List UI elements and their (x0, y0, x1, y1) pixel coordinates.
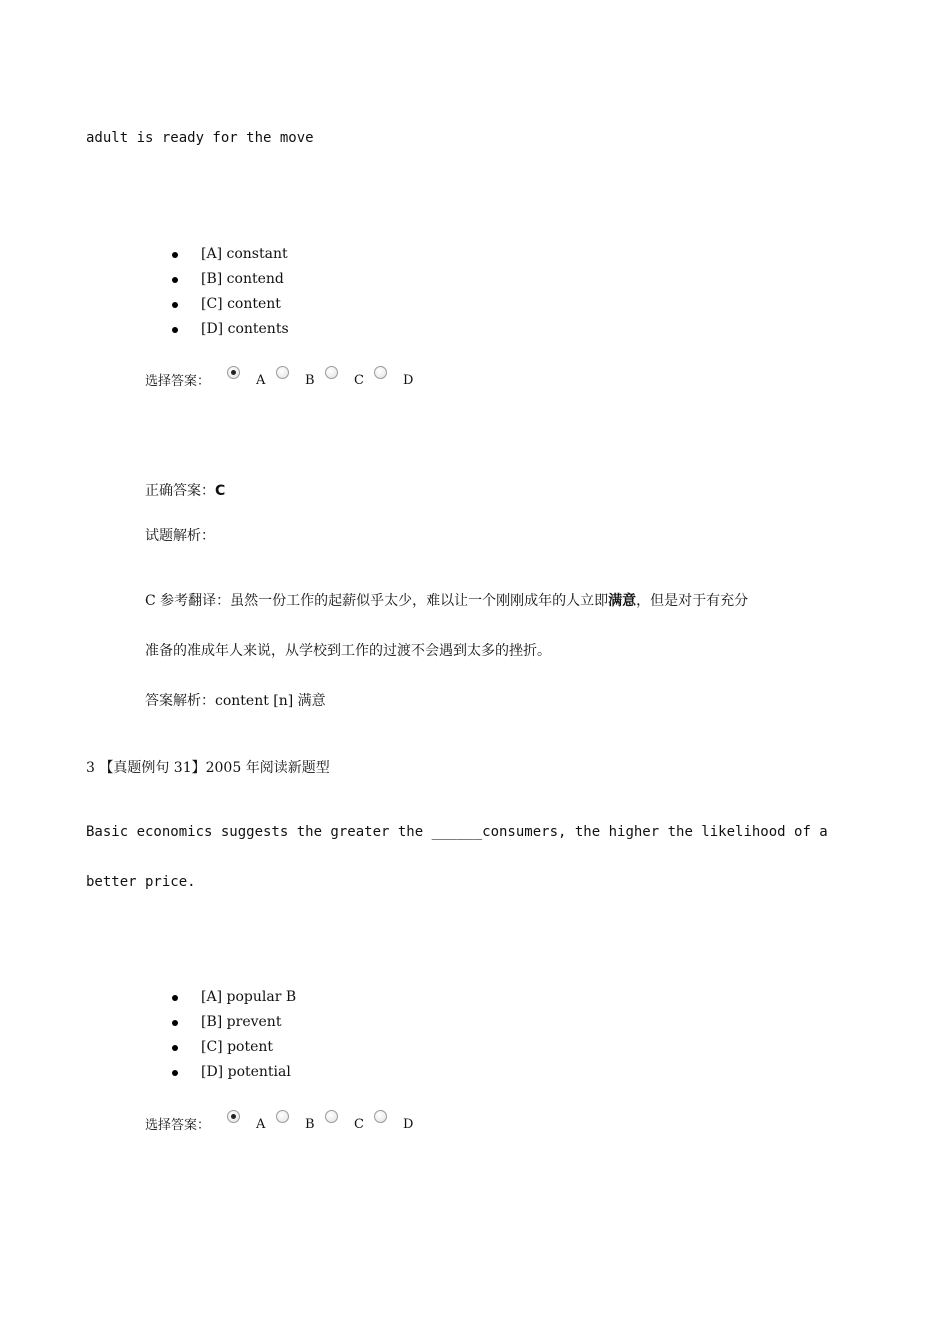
radio-d[interactable] (374, 366, 387, 379)
radio-a[interactable] (227, 366, 240, 379)
radio-b-label: B (305, 373, 315, 388)
answer-explanation: 答案解析：content [n] 满意 (145, 693, 326, 709)
radio-c[interactable] (325, 1110, 338, 1123)
radio-b-label: B (305, 1117, 315, 1132)
options-list (172, 242, 289, 342)
translation-line-1: C 参考翻译：虽然一份工作的起薪似乎太少，难以让一个刚刚成年的人立即满意，但是对于有充分 (145, 593, 749, 609)
radio-b[interactable] (276, 1110, 289, 1123)
analysis-label: 试题解析： (145, 528, 215, 544)
bullet-icon (172, 327, 178, 333)
list-item: [D] potential (172, 1060, 296, 1085)
answer-label: 选择答案： (145, 374, 211, 389)
list-item: [B] contend (172, 267, 289, 292)
question-heading: 3 【真题例句 31】2005 年阅读新题型 (86, 760, 330, 776)
correct-answer-value: C (215, 483, 226, 499)
list-item: [A] constant (172, 242, 289, 267)
radio-c-label: C (354, 1117, 364, 1132)
bullet-icon (172, 1020, 178, 1026)
radio-b[interactable] (276, 366, 289, 379)
question-sentence-line-2: better price. (86, 874, 196, 890)
radio-c-label: C (354, 373, 364, 388)
question-text-tail: adult is ready for the move (86, 130, 314, 146)
radio-d-label: D (403, 1117, 414, 1132)
radio-d[interactable] (374, 1110, 387, 1123)
radio-d-label: D (403, 373, 414, 388)
bullet-icon (172, 277, 178, 283)
bullet-icon (172, 1070, 178, 1076)
bullet-icon (172, 302, 178, 308)
correct-answer: 正确答案：C (145, 483, 226, 499)
question-sentence-line-1: Basic economics suggests the greater the ______consumers, the higher the likelihood of a (86, 824, 828, 840)
answer-select-row (145, 1110, 445, 1134)
list-item: [C] content (172, 292, 289, 317)
translation-line-2: 准备的准成年人来说，从学校到工作的过渡不会遇到太多的挫折。 (145, 643, 551, 659)
bullet-icon (172, 252, 178, 258)
options-list (172, 985, 296, 1085)
radio-a-label: A (256, 1117, 266, 1132)
list-item: [B] prevent (172, 1010, 296, 1035)
radio-a-label: A (256, 373, 266, 388)
list-item: [A] popular B (172, 985, 296, 1010)
radio-a[interactable] (227, 1110, 240, 1123)
bullet-icon (172, 995, 178, 1001)
answer-label: 选择答案： (145, 1118, 211, 1133)
answer-select-row (145, 366, 445, 390)
list-item: [D] contents (172, 317, 289, 342)
bullet-icon (172, 1045, 178, 1051)
radio-c[interactable] (325, 366, 338, 379)
list-item: [C] potent (172, 1035, 296, 1060)
